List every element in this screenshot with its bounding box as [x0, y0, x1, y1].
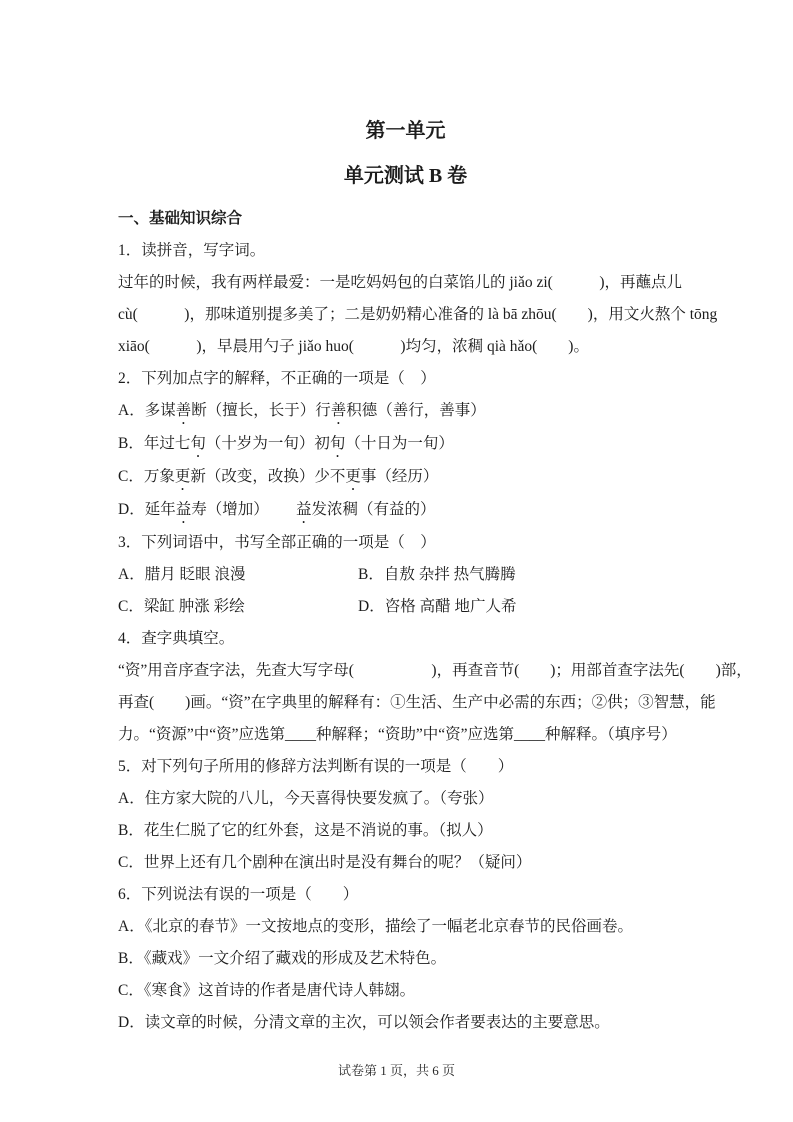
emphasized-char: 旬	[190, 435, 206, 452]
option-text: 少不	[314, 468, 346, 485]
q5-option-c: C．世界上还有几个剧种在演出时是没有舞台的呢？（疑问）	[118, 854, 532, 871]
emphasized-char: 善	[175, 402, 192, 419]
q3-row-2	[118, 591, 693, 623]
q5-option-b: B．花生仁脱了它的红外套，这是不消说的事。（拟人）	[118, 822, 493, 839]
q6-option-a: A．《北京的春节》一文按地点的变形，描绘了一幅老北京春节的民俗画卷。	[118, 918, 633, 935]
q2-option-a	[118, 395, 693, 428]
q5-option-a: A．住方家大院的八儿，今天喜得快要发疯了。（夸张）	[118, 790, 494, 807]
q2-option-c-col2	[314, 468, 438, 485]
q1-line-2: cù( )，那味道别提多美了；二是奶奶精心准备的 là bā zhōu( )，用文火熬个 tōng	[118, 306, 718, 323]
emphasized-char: 旬	[329, 435, 346, 452]
option-text: 发浓稠（有益的）	[311, 501, 436, 518]
option-text: A．多谋	[118, 402, 176, 419]
q3-option-c: C．梁缸 肿涨 彩绘	[118, 598, 245, 615]
section-heading: 一、基础知识综合	[118, 210, 243, 227]
option-text: 寿（增加）	[191, 501, 269, 518]
unit-title: 第一单元	[365, 120, 446, 142]
page-footer: 试卷第 1 页，共 6 页	[337, 1063, 455, 1078]
option-text: 积德（善行，善事）	[346, 402, 486, 419]
option-text: （十岁为一旬）	[205, 435, 315, 452]
q6-option-d: D．读文章的时候，分清文章的主次，可以领会作者要表达的主要意思。	[118, 1014, 610, 1031]
emphasized-char: 益	[175, 501, 192, 518]
option-text: 行	[315, 402, 331, 419]
q4-stem: 4．查字典填空。	[118, 630, 235, 647]
q1-stem: 1．读拼音，写字词。	[118, 242, 266, 259]
option-text: D．延年	[118, 501, 176, 518]
q3-row-1	[118, 559, 693, 591]
q2-option-d-col1	[118, 494, 296, 527]
q3-option-d: D．咨格 高醋 地广人希	[358, 598, 517, 615]
q6-option-b: B．《藏戏》一文介绍了藏戏的形成及艺术特色。	[118, 950, 447, 967]
q2-option-b-col1	[118, 428, 314, 461]
q2-option-b-col2	[314, 435, 454, 452]
emphasized-char: 善	[330, 402, 347, 419]
option-text: C．万象	[118, 468, 175, 485]
emphasized-char: 更	[345, 468, 361, 485]
q2-stem: 2．下列加点字的解释，不正确的一项是（ ）	[118, 370, 436, 387]
q2-option-c	[118, 461, 693, 494]
q2-option-c-col1	[118, 461, 314, 494]
q3-option-a: A．腊月 眨眼 浪漫	[118, 566, 246, 583]
q4-line-1: “资”用音序查字法，先查大写字母( )，再查音节( )；用部首查字法先( )部，	[118, 662, 752, 679]
q2-option-d-col2	[296, 501, 436, 518]
q5-stem: 5．对下列句子所用的修辞方法判断有误的一项是（ ）	[118, 758, 514, 775]
q6-option-c: C．《寒食》这首诗的作者是唐代诗人韩翃。	[118, 982, 416, 999]
q2-option-d	[118, 494, 693, 527]
q4-line-3: 力。“资源”中“资”应选第____种解释；“资助”中“资”应选第____种解释。（填序号）	[118, 726, 677, 743]
option-text: 新（改变，改换）	[190, 468, 315, 485]
option-text: B．年过七	[118, 435, 191, 452]
q3-stem: 3．下列词语中，书写全部正确的一项是（ ）	[118, 534, 436, 551]
option-text: 事（经历）	[360, 468, 439, 485]
q1-line-1: 过年的时候，我有两样最爱：一是吃妈妈包的白菜馅儿的 jiǎo zi( )，再蘸点儿	[118, 274, 683, 291]
q2-option-b	[118, 428, 693, 461]
option-text: 断（擅长，长于）	[191, 402, 316, 419]
test-title: 单元测试 B 卷	[343, 165, 468, 187]
q2-option-a-col2	[315, 402, 486, 419]
q3-option-b: B．自敖 杂拌 热气腾腾	[358, 566, 516, 583]
q4-line-2: 再查( )画。“资”在字典里的解释有：①生活、生产中必需的东西；②供；③智慧，能	[118, 694, 716, 711]
option-text: 初	[314, 435, 330, 452]
emphasized-char: 益	[296, 501, 312, 518]
q6-stem: 6．下列说法有误的一项是（ ）	[118, 886, 359, 903]
emphasized-char: 更	[174, 468, 191, 485]
q1-line-3: xiāo( )，早晨用勺子 jiǎo huo( )均匀，浓稠 qià hǎo( )。	[118, 338, 589, 355]
option-text: （十日为一旬）	[345, 435, 454, 452]
q2-option-a-col1	[118, 395, 315, 428]
